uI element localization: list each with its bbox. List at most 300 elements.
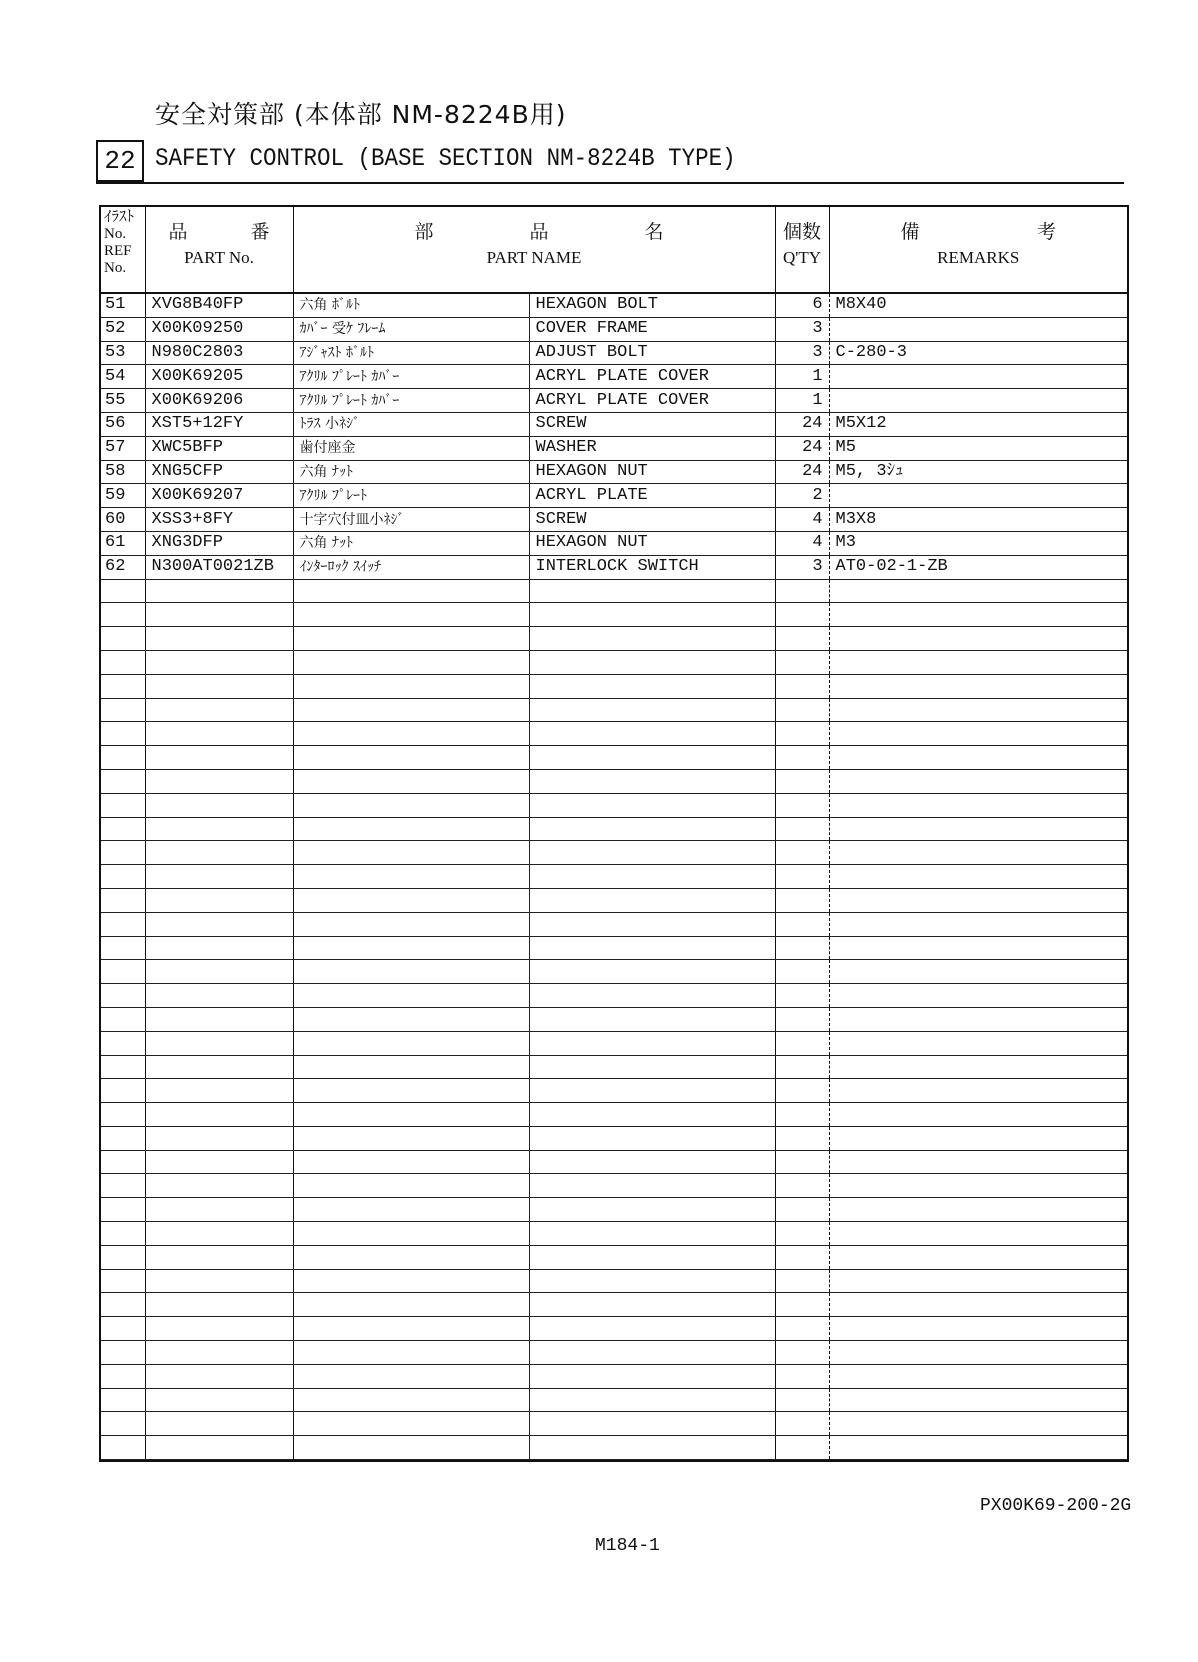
cell-remarks (829, 1412, 1127, 1436)
cell-qty: 4 (775, 508, 829, 532)
cell-qty (775, 603, 829, 627)
table-row (101, 817, 1127, 841)
cell-remarks (829, 984, 1127, 1008)
cell-part-no (145, 960, 293, 984)
page-number: M184-1 (595, 1536, 660, 1556)
cell-qty (775, 1412, 829, 1436)
cell-part-no: X00K69206 (145, 389, 293, 413)
cell-remarks: M5 (829, 436, 1127, 460)
cell-name-en: ACRYL PLATE COVER (529, 389, 775, 413)
title-divider (96, 182, 1124, 184)
cell-name-jp (293, 841, 529, 865)
cell-ref: 56 (101, 412, 145, 436)
table-row (101, 1174, 1127, 1198)
cell-remarks (829, 365, 1127, 389)
cell-name-en (529, 1364, 775, 1388)
cell-name-jp (293, 746, 529, 770)
cell-qty (775, 650, 829, 674)
table-row (101, 317, 1127, 341)
table-row (101, 1412, 1127, 1436)
table-row (101, 1198, 1127, 1222)
cell-remarks (829, 603, 1127, 627)
table-row (101, 1436, 1127, 1460)
cell-name-en (529, 1150, 775, 1174)
cell-ref (101, 1174, 145, 1198)
cell-part-no (145, 1245, 293, 1269)
cell-name-en (529, 1055, 775, 1079)
page-title-jp: 安全対策部 (本体部 NM-8224B用) (155, 100, 567, 129)
cell-name-jp (293, 888, 529, 912)
cell-name-en: ADJUST BOLT (529, 341, 775, 365)
table-row (101, 1341, 1127, 1365)
table-row (101, 722, 1127, 746)
cell-name-en: ACRYL PLATE COVER (529, 365, 775, 389)
cell-name-jp (293, 865, 529, 889)
cell-name-en (529, 960, 775, 984)
cell-part-no (145, 817, 293, 841)
cell-remarks (829, 579, 1127, 603)
table-row (101, 389, 1127, 413)
cell-remarks (829, 1103, 1127, 1127)
cell-qty (775, 1055, 829, 1079)
cell-part-no: XWC5BFP (145, 436, 293, 460)
cell-ref (101, 1364, 145, 1388)
cell-qty (775, 984, 829, 1008)
cell-part-no: XSS3+8FY (145, 508, 293, 532)
table-row (101, 531, 1127, 555)
table-row (101, 1388, 1127, 1412)
cell-qty: 6 (775, 293, 829, 317)
cell-part-no: X00K09250 (145, 317, 293, 341)
cell-remarks: M5, 3ｼｭ (829, 460, 1127, 484)
cell-part-no: X00K69207 (145, 484, 293, 508)
cell-name-jp (293, 1317, 529, 1341)
table-row (101, 1055, 1127, 1079)
cell-ref (101, 1245, 145, 1269)
page-title-en: SAFETY CONTROL (BASE SECTION NM-8224B TYPE) (155, 144, 736, 173)
cell-part-no (145, 698, 293, 722)
cell-ref: 53 (101, 341, 145, 365)
cell-name-jp (293, 984, 529, 1008)
table-row (101, 746, 1127, 770)
table-row (101, 1079, 1127, 1103)
cell-qty (775, 579, 829, 603)
cell-part-no (145, 1079, 293, 1103)
cell-name-en (529, 1412, 775, 1436)
cell-remarks (829, 912, 1127, 936)
cell-name-en (529, 1031, 775, 1055)
cell-name-en: SCREW (529, 508, 775, 532)
cell-qty (775, 1007, 829, 1031)
table-row (101, 1364, 1127, 1388)
parts-table (101, 207, 1127, 1460)
cell-remarks (829, 674, 1127, 698)
document-code: PX00K69-200-2G (980, 1496, 1132, 1516)
cell-name-jp (293, 627, 529, 651)
cell-part-no (145, 746, 293, 770)
cell-remarks: M3X8 (829, 508, 1127, 532)
cell-name-jp (293, 769, 529, 793)
table-row (101, 555, 1127, 579)
cell-name-en (529, 1222, 775, 1246)
cell-name-jp (293, 1293, 529, 1317)
cell-part-no (145, 1388, 293, 1412)
cell-name-en (529, 698, 775, 722)
cell-qty (775, 1245, 829, 1269)
cell-ref (101, 1198, 145, 1222)
table-row (101, 627, 1127, 651)
table-row (101, 460, 1127, 484)
cell-remarks: M5X12 (829, 412, 1127, 436)
cell-name-jp (293, 650, 529, 674)
header-part-name-jp-1: 部 (414, 221, 434, 243)
cell-qty (775, 1293, 829, 1317)
cell-qty (775, 936, 829, 960)
cell-ref (101, 1007, 145, 1031)
cell-ref (101, 1293, 145, 1317)
cell-name-jp (293, 579, 529, 603)
cell-remarks: AT0-02-1-ZB (829, 555, 1127, 579)
cell-remarks: M3 (829, 531, 1127, 555)
cell-name-en (529, 769, 775, 793)
table-row (101, 412, 1127, 436)
cell-name-jp (293, 1269, 529, 1293)
table-row (101, 674, 1127, 698)
cell-name-en: SCREW (529, 412, 775, 436)
cell-part-no (145, 1364, 293, 1388)
cell-remarks (829, 1126, 1127, 1150)
cell-ref (101, 1103, 145, 1127)
cell-part-no (145, 1055, 293, 1079)
cell-qty (775, 1031, 829, 1055)
cell-part-no: XST5+12FY (145, 412, 293, 436)
cell-part-no (145, 912, 293, 936)
header-ref-en: REF (104, 243, 132, 259)
cell-name-jp (293, 698, 529, 722)
cell-ref (101, 841, 145, 865)
cell-name-en (529, 1079, 775, 1103)
cell-name-jp: ｱｼﾞｬｽﾄ ﾎﾞﾙﾄ (293, 341, 529, 365)
table-row (101, 984, 1127, 1008)
table-row (101, 841, 1127, 865)
cell-name-jp (293, 960, 529, 984)
cell-remarks (829, 841, 1127, 865)
cell-remarks (829, 1436, 1127, 1460)
cell-qty (775, 817, 829, 841)
cell-ref (101, 1126, 145, 1150)
cell-name-jp: 六角 ﾅｯﾄ (293, 531, 529, 555)
cell-name-en (529, 1341, 775, 1365)
cell-part-no: XNG3DFP (145, 531, 293, 555)
cell-ref: 60 (101, 508, 145, 532)
cell-ref (101, 769, 145, 793)
table-row (101, 698, 1127, 722)
cell-name-en: INTERLOCK SWITCH (529, 555, 775, 579)
cell-remarks (829, 1198, 1127, 1222)
table-row (101, 436, 1127, 460)
cell-name-jp (293, 1150, 529, 1174)
cell-ref: 59 (101, 484, 145, 508)
header-ref-no2: No. (104, 260, 127, 276)
cell-ref: 54 (101, 365, 145, 389)
cell-ref (101, 1079, 145, 1103)
cell-qty (775, 1150, 829, 1174)
cell-part-no (145, 1174, 293, 1198)
cell-qty: 2 (775, 484, 829, 508)
cell-qty (775, 960, 829, 984)
cell-ref (101, 1269, 145, 1293)
cell-ref (101, 674, 145, 698)
table-row (101, 1293, 1127, 1317)
cell-qty (775, 769, 829, 793)
table-row (101, 365, 1127, 389)
cell-ref: 52 (101, 317, 145, 341)
cell-qty (775, 1126, 829, 1150)
cell-name-en (529, 817, 775, 841)
cell-part-no (145, 1317, 293, 1341)
cell-name-en (529, 793, 775, 817)
table-row (101, 1031, 1127, 1055)
cell-name-jp (293, 912, 529, 936)
cell-name-jp (293, 793, 529, 817)
header-part-no-en: PART No. (184, 248, 254, 267)
cell-name-jp (293, 1412, 529, 1436)
cell-name-jp (293, 1436, 529, 1460)
header-remarks-jp-2: 考 (1037, 221, 1057, 243)
cell-name-en (529, 650, 775, 674)
cell-remarks (829, 722, 1127, 746)
cell-name-jp (293, 1198, 529, 1222)
table-row (101, 508, 1127, 532)
cell-ref (101, 960, 145, 984)
cell-ref (101, 1341, 145, 1365)
cell-part-no: N980C2803 (145, 341, 293, 365)
cell-qty (775, 698, 829, 722)
cell-name-en (529, 627, 775, 651)
cell-name-jp (293, 722, 529, 746)
cell-name-en (529, 841, 775, 865)
cell-ref (101, 912, 145, 936)
cell-qty (775, 1079, 829, 1103)
header-ref (101, 207, 145, 293)
cell-name-en (529, 1103, 775, 1127)
cell-name-en (529, 1436, 775, 1460)
cell-name-jp (293, 1222, 529, 1246)
cell-ref: 55 (101, 389, 145, 413)
cell-name-jp: 歯付座金 (293, 436, 529, 460)
cell-remarks (829, 1245, 1127, 1269)
cell-ref (101, 793, 145, 817)
cell-part-no: XVG8B40FP (145, 293, 293, 317)
cell-remarks (829, 960, 1127, 984)
table-row (101, 769, 1127, 793)
cell-remarks (829, 1269, 1127, 1293)
table-row (101, 1245, 1127, 1269)
cell-name-en (529, 912, 775, 936)
cell-remarks (829, 650, 1127, 674)
cell-part-no (145, 650, 293, 674)
header-qty (775, 207, 829, 293)
cell-part-no (145, 627, 293, 651)
cell-name-en (529, 1388, 775, 1412)
cell-ref (101, 746, 145, 770)
cell-name-jp (293, 1103, 529, 1127)
cell-qty (775, 674, 829, 698)
cell-ref: 57 (101, 436, 145, 460)
cell-name-jp: 十字穴付皿小ﾈｼﾞ (293, 508, 529, 532)
table-row (101, 936, 1127, 960)
cell-name-en: HEXAGON BOLT (529, 293, 775, 317)
cell-part-no (145, 1412, 293, 1436)
header-qty-jp: 個数 (783, 221, 822, 243)
cell-remarks (829, 769, 1127, 793)
cell-qty (775, 793, 829, 817)
cell-remarks (829, 1007, 1127, 1031)
cell-part-no (145, 1269, 293, 1293)
cell-qty (775, 1222, 829, 1246)
cell-remarks (829, 817, 1127, 841)
cell-part-no: XNG5CFP (145, 460, 293, 484)
cell-remarks (829, 1174, 1127, 1198)
cell-ref: 62 (101, 555, 145, 579)
cell-part-no (145, 936, 293, 960)
cell-qty (775, 1388, 829, 1412)
cell-name-jp: ﾄﾗｽ 小ﾈｼﾞ (293, 412, 529, 436)
cell-qty: 1 (775, 365, 829, 389)
cell-name-en (529, 1174, 775, 1198)
cell-name-jp (293, 817, 529, 841)
cell-part-no (145, 1031, 293, 1055)
cell-name-jp (293, 1031, 529, 1055)
cell-name-en (529, 579, 775, 603)
table-row (101, 1103, 1127, 1127)
cell-remarks (829, 888, 1127, 912)
cell-name-en (529, 1198, 775, 1222)
header-part-no-jp-1: 品 (168, 221, 188, 243)
cell-part-no (145, 888, 293, 912)
cell-ref (101, 627, 145, 651)
table-row (101, 865, 1127, 889)
cell-remarks (829, 627, 1127, 651)
table-row (101, 579, 1127, 603)
cell-remarks (829, 1341, 1127, 1365)
cell-name-jp: 六角 ﾎﾞﾙﾄ (293, 293, 529, 317)
header-part-name-jp-2: 品 (529, 221, 549, 243)
cell-qty (775, 1436, 829, 1460)
cell-part-no (145, 1126, 293, 1150)
cell-remarks (829, 484, 1127, 508)
cell-ref (101, 579, 145, 603)
cell-qty (775, 865, 829, 889)
cell-qty: 3 (775, 341, 829, 365)
cell-name-en (529, 865, 775, 889)
cell-part-no: N300AT0021ZB (145, 555, 293, 579)
cell-remarks (829, 746, 1127, 770)
cell-ref (101, 1055, 145, 1079)
cell-qty: 1 (775, 389, 829, 413)
cell-remarks (829, 1055, 1127, 1079)
cell-part-no (145, 674, 293, 698)
cell-qty: 3 (775, 317, 829, 341)
cell-qty (775, 912, 829, 936)
cell-name-jp (293, 603, 529, 627)
table-header-row (101, 207, 1127, 293)
cell-qty (775, 1341, 829, 1365)
table-row (101, 1222, 1127, 1246)
cell-ref (101, 698, 145, 722)
cell-part-no (145, 841, 293, 865)
cell-name-en: HEXAGON NUT (529, 531, 775, 555)
cell-name-en (529, 984, 775, 1008)
table-row (101, 484, 1127, 508)
cell-name-en (529, 1293, 775, 1317)
cell-name-jp: ｱｸﾘﾙ ﾌﾟﾚｰﾄ ｶﾊﾞｰ (293, 365, 529, 389)
table-row (101, 888, 1127, 912)
header-ref-jp: ｲﾗｽﾄ (104, 209, 135, 225)
cell-remarks (829, 317, 1127, 341)
table-row (101, 960, 1127, 984)
cell-ref (101, 1031, 145, 1055)
table-row (101, 1007, 1127, 1031)
cell-part-no (145, 1103, 293, 1127)
section-number: 22 (96, 140, 144, 182)
cell-name-en (529, 1245, 775, 1269)
cell-qty (775, 722, 829, 746)
cell-name-en (529, 1317, 775, 1341)
cell-qty (775, 1269, 829, 1293)
cell-name-jp: 六角 ﾅｯﾄ (293, 460, 529, 484)
cell-qty (775, 1364, 829, 1388)
cell-name-en (529, 746, 775, 770)
cell-name-jp (293, 1055, 529, 1079)
cell-name-jp (293, 936, 529, 960)
table-row (101, 912, 1127, 936)
cell-part-no: X00K69205 (145, 365, 293, 389)
cell-name-en (529, 1126, 775, 1150)
cell-name-en (529, 1007, 775, 1031)
cell-ref: 51 (101, 293, 145, 317)
header-part-name (293, 207, 775, 293)
cell-name-jp (293, 1388, 529, 1412)
cell-part-no (145, 865, 293, 889)
cell-name-jp: ｲﾝﾀｰﾛｯｸ ｽｲｯﾁ (293, 555, 529, 579)
cell-ref (101, 1317, 145, 1341)
header-remarks-jp-1: 備 (900, 221, 920, 243)
cell-name-jp (293, 1079, 529, 1103)
cell-remarks (829, 793, 1127, 817)
cell-name-en (529, 722, 775, 746)
cell-ref (101, 865, 145, 889)
header-qty-en: Q'TY (783, 248, 822, 267)
cell-part-no (145, 1007, 293, 1031)
cell-part-no (145, 579, 293, 603)
cell-remarks (829, 1031, 1127, 1055)
cell-ref (101, 1150, 145, 1174)
cell-part-no (145, 722, 293, 746)
cell-name-jp (293, 1364, 529, 1388)
cell-remarks (829, 1364, 1127, 1388)
header-part-name-en: PART NAME (486, 248, 582, 267)
cell-qty (775, 888, 829, 912)
cell-name-en (529, 674, 775, 698)
cell-part-no (145, 603, 293, 627)
cell-part-no (145, 984, 293, 1008)
header-remarks (829, 207, 1127, 293)
cell-ref (101, 888, 145, 912)
cell-name-jp (293, 1126, 529, 1150)
cell-qty: 24 (775, 460, 829, 484)
cell-qty (775, 627, 829, 651)
